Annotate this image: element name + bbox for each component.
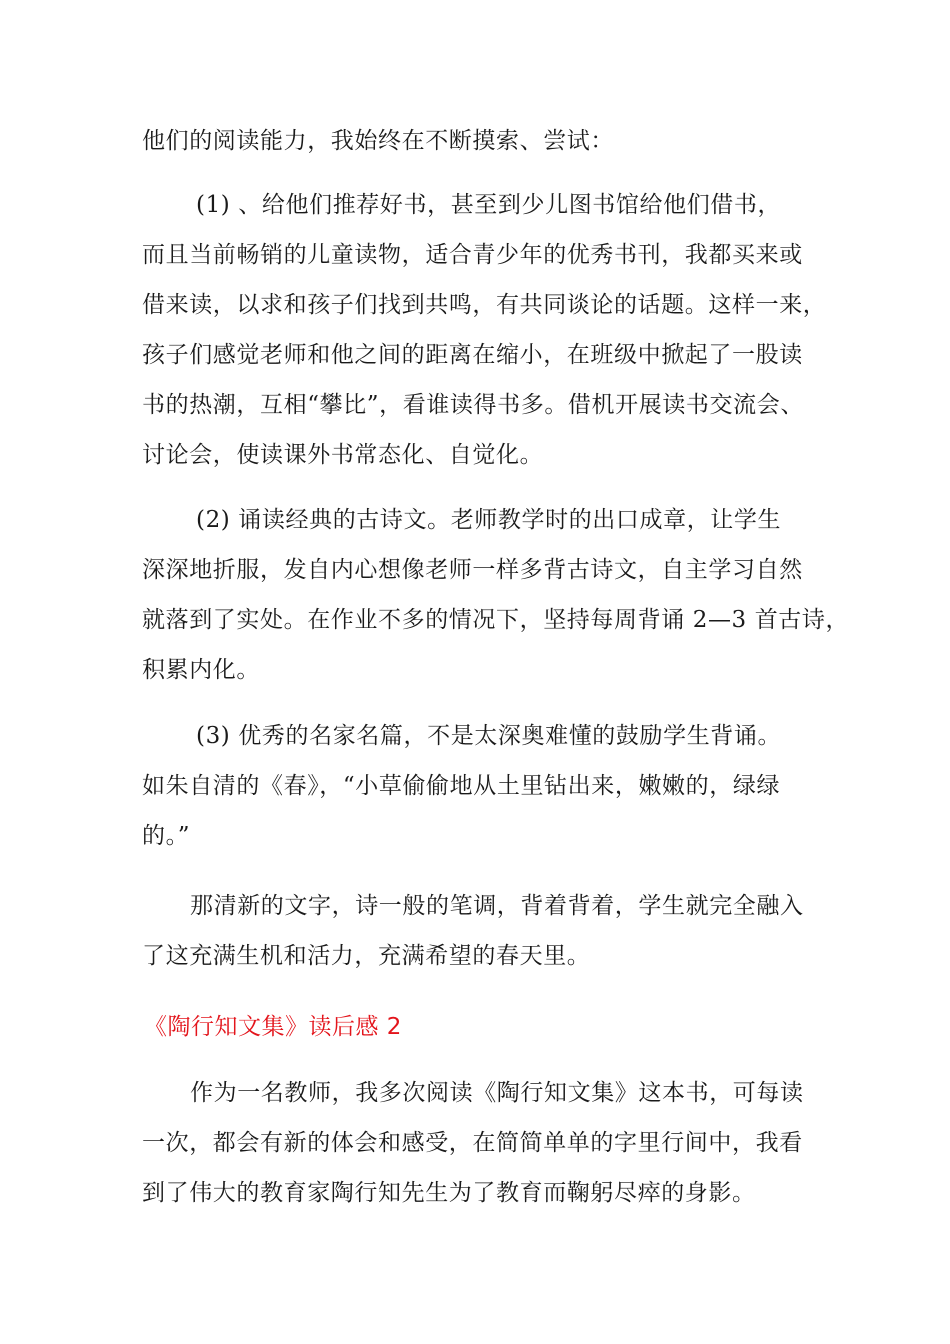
text-line: 如朱自清的《春》，“小草偷偷地从土里钻出来，嫩嫩的，绿绿: [142, 773, 781, 799]
text-line: 他们的阅读能力，我始终在不断摸索、尝试：: [142, 128, 614, 154]
text-line: 借来读，以求和孩子们找到共鸣，有共同谈论的话题。这样一来，: [142, 292, 827, 318]
text-line: 书的热潮，互相“攀比”，看谁读得书多。借机开展读书交流会、: [142, 392, 804, 418]
text-line: 一次，都会有新的体会和感受，在简简单单的字里行间中，我看: [142, 1130, 803, 1156]
text-line: 积累内化。: [142, 657, 260, 683]
list-item-2-line: (2) 诵读经典的古诗文。老师教学时的出口成章，让学生: [196, 507, 782, 533]
text-line: 作为一名教师，我多次阅读《陶行知文集》这本书，可每读: [190, 1080, 804, 1106]
text-line: 了这充满生机和活力，充满希望的春天里。: [142, 943, 591, 969]
text-line: 孩子们感觉老师和他之间的距离在缩小，在班级中掀起了一股读: [142, 342, 803, 368]
text-line: 就落到了实处。在作业不多的情况下，坚持每周背诵 2—3 首古诗，: [142, 607, 850, 633]
section-heading: 《陶行知文集》读后感 2: [144, 1014, 402, 1040]
text-line: 的。”: [142, 823, 191, 849]
text-line: 而且当前畅销的儿童读物，适合青少年的优秀书刊，我都买来或: [142, 242, 803, 268]
list-item-1-line: (1) 、给他们推荐好书，甚至到少儿图书馆给他们借书，: [196, 192, 782, 218]
text-line: 那清新的文字，诗一般的笔调，背着背着，学生就完全融入: [190, 893, 804, 919]
text-line: 到了伟大的教育家陶行知先生为了教育而鞠躬尽瘁的身影。: [142, 1180, 756, 1206]
text-line: 讨论会，使读课外书常态化、自觉化。: [142, 442, 544, 468]
text-line: 深深地折服，发自内心想像老师一样多背古诗文，自主学习自然: [142, 557, 803, 583]
list-item-3-line: (3) 优秀的名家名篇，不是太深奥难懂的鼓励学生背诵。: [196, 723, 782, 749]
